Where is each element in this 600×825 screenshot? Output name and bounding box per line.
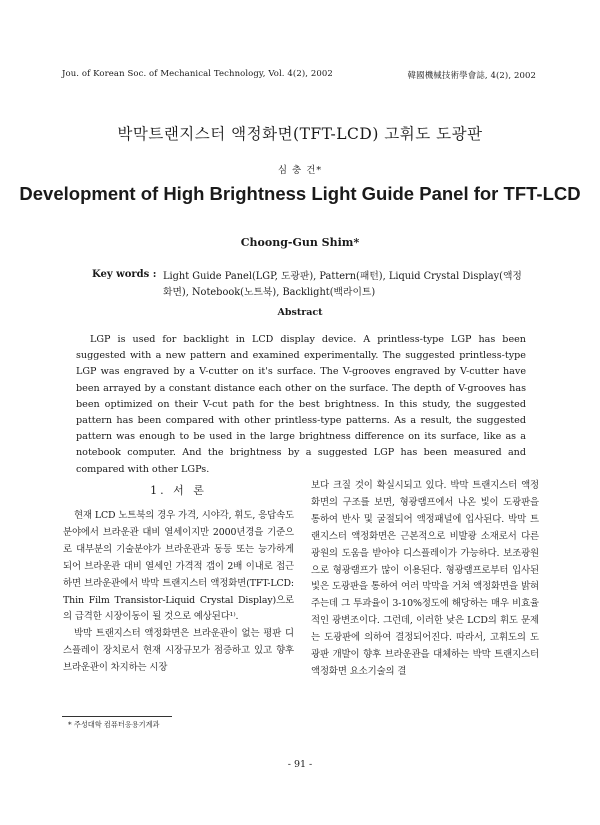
intro-paragraph-continued: 보다 크질 것이 확실시되고 있다. 박막 트랜지스터 액정화면의 구조를 보면, 형광램프에서 나온 빛이 도광판을 통하여 반사 및 굴절되어 액정패널에 입사된다. 박막 트랜지스터 액정화면은 근본적으로 비발광 소재로서 다른 광원의 도움을 받아야 디스플레이가 가능하다. 보조광원으로 형광램프가 많이 이용된다. 형광램프로부터 입사된 빛은 도광판을 통하여 여러 막막을 거쳐 액정화면을 밝혀 주는데 그 투과율이 3-10%정도에 해당하는 매우 비효율적인 광변조이다. 그런데, 이러한 낮은 LCD의 휘도 문제는 도광판에 의하여 결정되어진다. 따라서, 고휘도의 도광판 개발이 향후 브라운관을 대체하는 박막 트랜지스터 액정화면 요소기술의 결 (311, 480, 539, 677)
right-column (311, 478, 539, 681)
korean-author: 심 충 건* (277, 165, 323, 176)
running-header-right: 韓國機械技術學會誌, 4(2), 2002 (407, 71, 536, 81)
korean-title: 박막트랜지스터 액정화면(TFT-LCD) 고휘도 도광판 (117, 125, 483, 143)
left-column (63, 508, 294, 677)
english-author: Choong-Gun Shim* (240, 236, 360, 249)
abstract-heading: Abstract (277, 307, 323, 318)
page-number: - 91 - (287, 759, 313, 770)
section-heading-introduction: 1. 서 론 (150, 484, 207, 497)
english-title: Development of High Brightness Light Guide Panel for TFT-LCD (19, 183, 581, 204)
footnote-divider (62, 716, 172, 717)
running-header-left: Jou. of Korean Soc. of Mechanical Technology, Vol. 4(2), 2002 (62, 69, 333, 79)
intro-paragraph-1: 현재 LCD 노트북의 경우 가격, 시야각, 휘도, 응답속도 분야에서 브라운관 대비 열세이지만 2000년경을 기준으로 대부분의 기술분야가 브라운관과 동등 또는 능가하게 되어 브라운관 대비 열세인 가격적 갭이 2배 이내로 접근하면 브라운관에서 박막 트랜지스터 액정화면(TFT-LCD: Thin Film Transistor-Liquid Crystal Display)으로의 급격한 시장이동이 될 것으로 예상된다¹⁾. (63, 510, 294, 623)
intro-paragraph-2: 박막 트랜지스터 액정화면은 브라운관이 없는 평판 디스플레이 장치로서 현재 시장규모가 점증하고 있고 향후 브라운관이 차지하는 시장 (63, 628, 294, 674)
keywords-label: Key words : (92, 269, 157, 280)
keywords-text: Light Guide Panel(LGP, 도광판), Pattern(패턴), Liquid Crystal Display(액정화면), Notebook(노트북), Backlight(백라이트) (163, 271, 522, 298)
abstract-body: LGP is used for backlight in LCD display device. A printless-type LGP has been suggested with a new pattern and examined experimentally. The suggested printless-type LGP was engraved by a V-cutter on it's surface. The V-grooves engraved by V-cutter have been arrayed by a constant distance each other on the surface. The depth of V-grooves has been optimized on their V-cut path for the best brightness. In this study, the suggested pattern has been compared with other printless-type patterns. As a result, the suggested pattern was enough to be used in the large brightness difference on its surface, like as a notebook computer. And the brightness by a suggested LGP has been measured and compared with other LGPs. (76, 334, 526, 475)
affiliation-footnote: * 주성대학 컴퓨터응용기계과 (68, 720, 160, 729)
